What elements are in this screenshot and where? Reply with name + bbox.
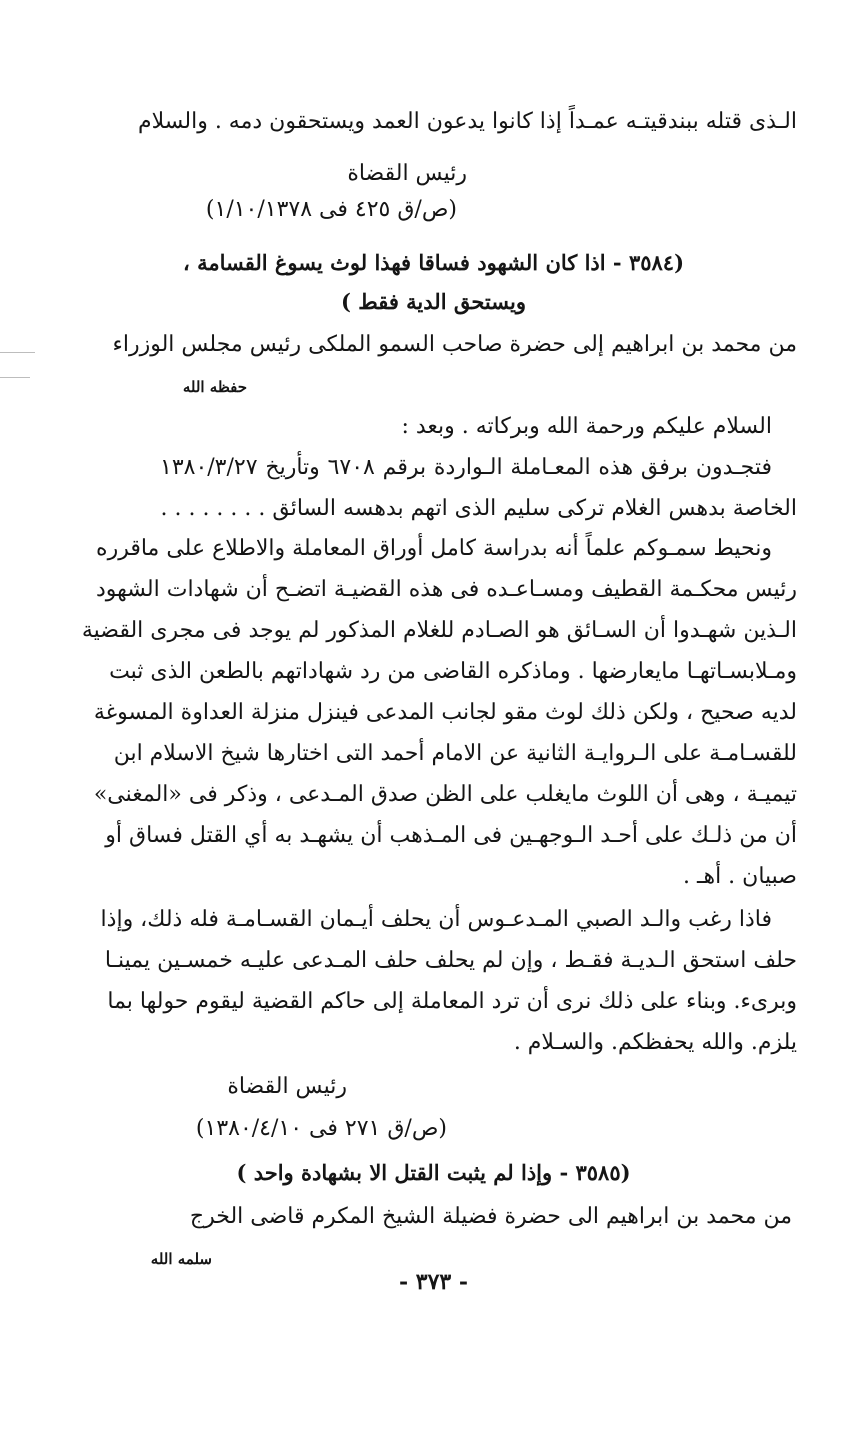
signature-title: رئيس القضاة [227, 1074, 347, 1099]
letter-blessing: حفظه الله [182, 378, 247, 396]
letter-blessing: سلمه الله [150, 1250, 212, 1268]
body-line: الخاصة بدهس الغلام تركى سليم الذى اتهم بدهسه السائق . . . . . . . . [160, 496, 797, 521]
continuation-line: الـذى قتله ببندقيتـه عمـداً إذا كانوا يدعون العمد ويستحقون دمه . والسلام [138, 109, 797, 134]
body-line: تيميـة ، وهى أن اللوث مايغلب على الظن صدق المـدعى ، وذكر فى «المغنى» [93, 782, 797, 807]
reference-note: (ص/ق ٤٢٥ فى ١/١٠/١٣٧٨) [205, 197, 457, 222]
body-line: يلزم. والله يحفظكم. والسـلام . [513, 1030, 797, 1055]
section-heading-3584-line1: (٣٥٨٤ - اذا كان الشهود فساقا فهذا لوث يسوغ القسامة ، [182, 250, 684, 275]
page-number: - ٣٧٣ - [398, 1269, 469, 1295]
scan-artifact-line [0, 377, 30, 378]
scan-artifact-line [0, 352, 35, 353]
body-line: وبرىء. وبناء على ذلك نرى أن ترد المعاملة إلى حاكم القضية ليقوم حولها بما [107, 989, 797, 1014]
letter-from-line: من محمد بن ابراهيم الى حضرة فضيلة الشيخ المكرم قاضى الخرج [189, 1204, 792, 1229]
letter-from-line: من محمد بن ابراهيم إلى حضرة صاحب السمو الملكى رئيس مجلس الوزراء [112, 332, 797, 357]
body-line: رئيس محكـمة القطيف ومسـاعـده فى هذه القضيـة اتضـح أن شهادات الشهود [96, 577, 797, 602]
body-line: ونحيط سمـوكم علماً أنه بدراسة كامل أوراق المعاملة والاطلاع على ماقرره [96, 536, 772, 561]
body-line: للقسـامـة على الـروايـة الثانية عن الامام أحمد التى اختارها شيخ الاسلام ابن [113, 741, 797, 766]
body-line: حلف استحق الـديـة فقـط ، وإن لم يحلف حلف المـدعى عليـه خمسـين يمينـا [104, 948, 797, 973]
section-heading-3585: (٣٥٨٥ - وإذا لم يثبت القتل الا بشهادة واحد ) [236, 1160, 631, 1185]
body-line: فتجـدون برفق هذه المعـاملة الـواردة برقم ٦٧٠٨ وتأريخ ١٣٨٠/٣/٢٧ [160, 455, 772, 480]
body-line: ومـلابسـاتهـا مايعارضها . وماذكره القاضى من رد شهاداتهم بالطعن الذى ثبت [109, 659, 797, 684]
signature-title: رئيس القضاة [347, 161, 467, 186]
body-line: الـذين شهـدوا أن السـائق هو الصـادم للغلام المذكور لم يوجد فى مجرى القضية [81, 618, 797, 643]
reference-note: (ص/ق ٢٧١ فى ١٣٨٠/٤/١٠) [195, 1116, 447, 1141]
body-line: أن من ذلـك على أحـد الـوجهـين فى المـذهب أن يشهـد به أي القتل فساق أو [105, 823, 797, 848]
section-heading-3584-line2: ويستحق الدية فقط ) [341, 289, 526, 314]
letter-greeting: السلام عليكم ورحمة الله وبركاته . وبعد : [401, 414, 772, 439]
body-line: لديه صحيح ، ولكن ذلك لوث مقو لجانب المدعى فينزل منزلة العداوة المسوغة [93, 700, 797, 725]
body-line: فاذا رغب والـد الصبي المـدعـوس أن يحلف أيـمان القسـامـة فله ذلك، وإذا [100, 907, 772, 932]
body-line: صبيان . أهـ . [683, 864, 797, 889]
